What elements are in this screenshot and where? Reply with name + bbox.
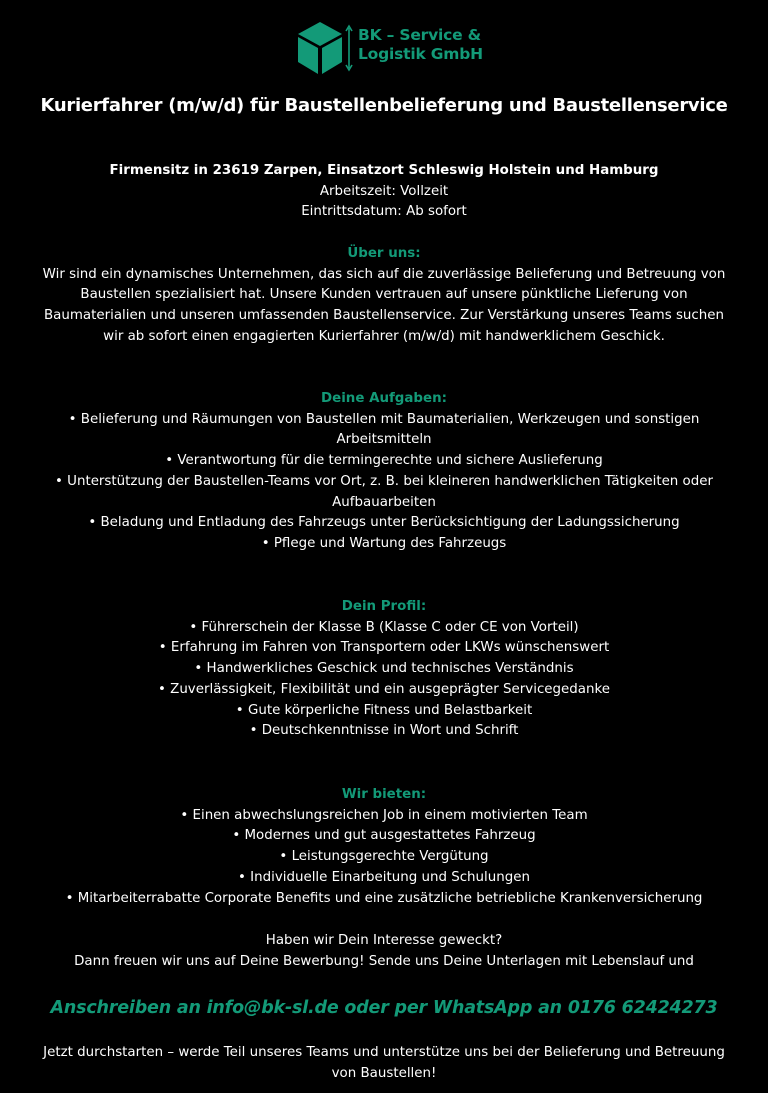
profile-item: • Deutschkenntnisse in Wort und Schrift xyxy=(249,723,519,739)
brand-line-1: BK – Service & xyxy=(358,26,481,44)
profile-item: • Erfahrung im Fahren von Transportern oder LKWs wünschenswert xyxy=(158,640,610,656)
offer-item: • Individuelle Einarbeitung und Schulungen xyxy=(238,869,530,885)
profile-heading: Dein Profil: xyxy=(341,599,427,614)
footer-line: von Baustellen! xyxy=(331,1065,437,1081)
task-item: • Pflege und Wartung des Fahrzeugs xyxy=(261,535,507,551)
brand-name xyxy=(358,26,483,64)
task-item: • Belieferung und Räumungen von Baustellen mit Baumaterialien, Werkzeugen und sonstigen xyxy=(68,411,700,427)
company-logo xyxy=(296,20,486,78)
offer-item: • Leistungsgerechte Vergütung xyxy=(279,849,489,865)
tasks-section xyxy=(0,389,768,555)
task-item: Arbeitsmitteln xyxy=(336,432,432,448)
about-line: Baumaterialien und unseren umfassenden Baustellenservice. Zur Verstärkung unseres Teams suchen xyxy=(43,308,724,324)
profile-section xyxy=(0,597,768,742)
about-heading: Über uns: xyxy=(347,246,421,261)
offer-item: • Einen abwechslungsreichen Job in einem motivierten Team xyxy=(180,807,588,823)
about-line: wir ab sofort einen engagierten Kurierfahrer (m/w/d) mit handwerklichem Geschick. xyxy=(103,328,665,344)
offer-heading: Wir bieten: xyxy=(341,787,427,802)
about-section xyxy=(0,244,768,348)
offer-item: • Mitarbeiterrabatte Corporate Benefits und eine zusätzliche betriebliche Krankenversicherung xyxy=(65,890,703,906)
task-item: • Beladung und Entladung des Fahrzeugs unter Berücksichtigung der Ladungssicherung xyxy=(88,515,680,531)
profile-item: • Gute körperliche Fitness und Belastbarkeit xyxy=(235,702,533,718)
task-item: • Unterstützung der Baustellen-Teams vor Ort, z. B. bei kleineren handwerklichen Tätigkeiten oder xyxy=(55,473,713,489)
footer-section xyxy=(0,1043,768,1084)
offer-item: • Modernes und gut ausgestattetes Fahrzeug xyxy=(232,828,536,844)
hours-line: Arbeitszeit: Vollzeit xyxy=(319,183,449,199)
about-line: Baustellen spezialisiert hat. Unsere Kunden vertrauen auf unsere pünktliche Lieferung von xyxy=(80,287,688,303)
closing-section xyxy=(0,931,768,972)
profile-item: • Zuverlässigkeit, Flexibilität und ein ausgeprägter Servicegedanke xyxy=(157,681,610,697)
location-line: Firmensitz in 23619 Zarpen, Einsatzort Schleswig Holstein und Hamburg xyxy=(109,163,659,178)
offer-section xyxy=(0,785,768,909)
profile-item: • Führerschein der Klasse B (Klasse C oder CE von Vorteil) xyxy=(189,619,579,635)
task-item: • Verantwortung für die termingerechte und sichere Auslieferung xyxy=(165,453,603,469)
brand-line-2: Logistik GmbH xyxy=(358,45,483,63)
job-title: Kurierfahrer (m/w/d) für Baustellenbelieferung und Baustellenservice xyxy=(40,95,728,116)
tasks-heading: Deine Aufgaben: xyxy=(321,391,447,406)
contact-call-to-action: Anschreiben an info@bk-sl.de oder per WhatsApp an 0176 62424273 xyxy=(50,998,718,1018)
cube-logo-icon xyxy=(296,20,344,76)
profile-item: • Handwerkliches Geschick und technisches Verständnis xyxy=(194,661,574,677)
job-info xyxy=(0,161,768,223)
start-date-line: Eintrittsdatum: Ab sofort xyxy=(301,204,467,220)
closing-line: Haben wir Dein Interesse geweckt? xyxy=(265,933,503,948)
closing-line: Dann freuen wir uns auf Deine Bewerbung! Sende uns Deine Unterlagen mit Lebenslauf und xyxy=(74,953,694,969)
about-line: Wir sind ein dynamisches Unternehmen, das sich auf die zuverlässige Belieferung und Betreuung von xyxy=(42,266,726,282)
footer-line: Jetzt durchstarten – werde Teil unseres Teams und unterstütze uns bei der Belieferung und Betreuung xyxy=(43,1045,725,1060)
double-arrow-icon xyxy=(345,24,353,72)
task-item: Aufbauarbeiten xyxy=(332,494,436,510)
